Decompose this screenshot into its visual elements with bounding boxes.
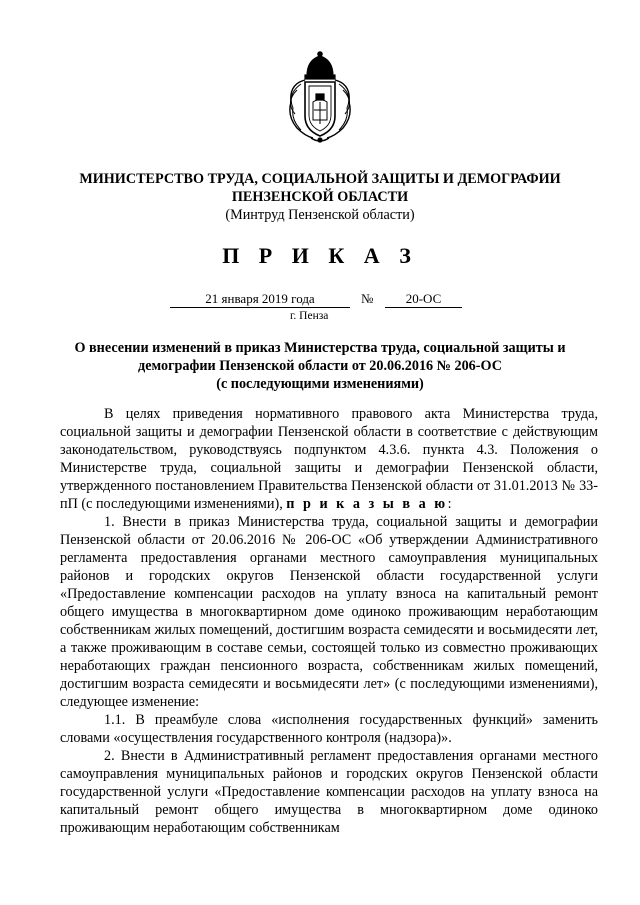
preamble-end: : xyxy=(447,496,452,512)
clause-2-paragraph: 2. Внести в Административный регламент предоставления органами местного самоуправления муниципальных районов и городских округов Пензенской области государственной услуги «Предоставление компенсации расходов на уплату взноса на капитальный ремонт общего имущества в многоквартирном доме одиноко проживающим неработающим собственникам xyxy=(60,748,598,836)
subject-line1: О внесении изменений в приказ Министерства труда, социальной защиты и xyxy=(74,340,566,356)
number-sign: № xyxy=(361,291,374,306)
order-word: п р и к а з ы в а ю xyxy=(286,496,448,512)
document-body xyxy=(60,405,598,837)
document-date: 21 января 2019 года xyxy=(170,291,350,308)
date-number-row xyxy=(0,291,640,311)
organization-short-name: (Минтруд Пензенской области) xyxy=(225,207,415,223)
organization-name-line1: МИНИСТЕРСТВО ТРУДА, СОЦИАЛЬНОЙ ЗАЩИТЫ И ДЕМОГРАФИИ xyxy=(79,171,561,187)
coat-of-arms-icon xyxy=(283,50,357,146)
document-number: 20-ОС xyxy=(385,291,462,308)
subject-line2: демографии Пензенской области от 20.06.2016 № 206-ОС xyxy=(138,358,502,374)
document-type-title: П Р И К А З xyxy=(222,243,418,268)
subject-line3: (с последующими изменениями) xyxy=(216,376,424,392)
document-city: г. Пенза xyxy=(290,310,329,322)
document-subject xyxy=(40,339,600,393)
clause-1-paragraph: 1. Внести в приказ Министерства труда, социальной защиты и демографии Пензенской области от 20.06.2016 № 206-ОС «Об утверждении Административного регламента предоставления органами местного самоуправления муниципальных районов и городских округов Пензенской области государственной услуги «Предоставление компенсации расходов на уплату взноса на капитальный ремонт общего имущества в многоквартирном доме одиноко проживающим неработающим собственникам жилых помещений, достигшим возраста семидесяти и восьмидесяти лет, а также проживающим в составе семьи, состоящей только из совместно проживающих неработающих граждан пенсионного возраста, собственникам жилых помещений, достигшим возраста семидесяти и восьмидесяти лет» (с последующими изменениями), следующее изменение: xyxy=(60,514,598,710)
organization-name-line2: ПЕНЗЕНСКОЙ ОБЛАСТИ xyxy=(231,189,409,205)
preamble-paragraph xyxy=(60,405,598,513)
clause-1-1-paragraph: 1.1. В преамбуле слова «исполнения государственных функций» заменить словами «осуществления государственного контроля (надзора)». xyxy=(60,712,598,746)
preamble-text: В целях приведения нормативного правового акта Министерства труда, социальной защиты и демографии Пензенской области в соответствие с действующим законодательством, руководствуясь подпунктом 4.3.6. пункта 4.3. Положения о Министерстве труда, социальной защиты и демографии Пензенской области, утвержденного постановлением Правительства Пензенской области от 31.01.2013 № 33-пП (с последующими изменениями), xyxy=(60,406,598,512)
